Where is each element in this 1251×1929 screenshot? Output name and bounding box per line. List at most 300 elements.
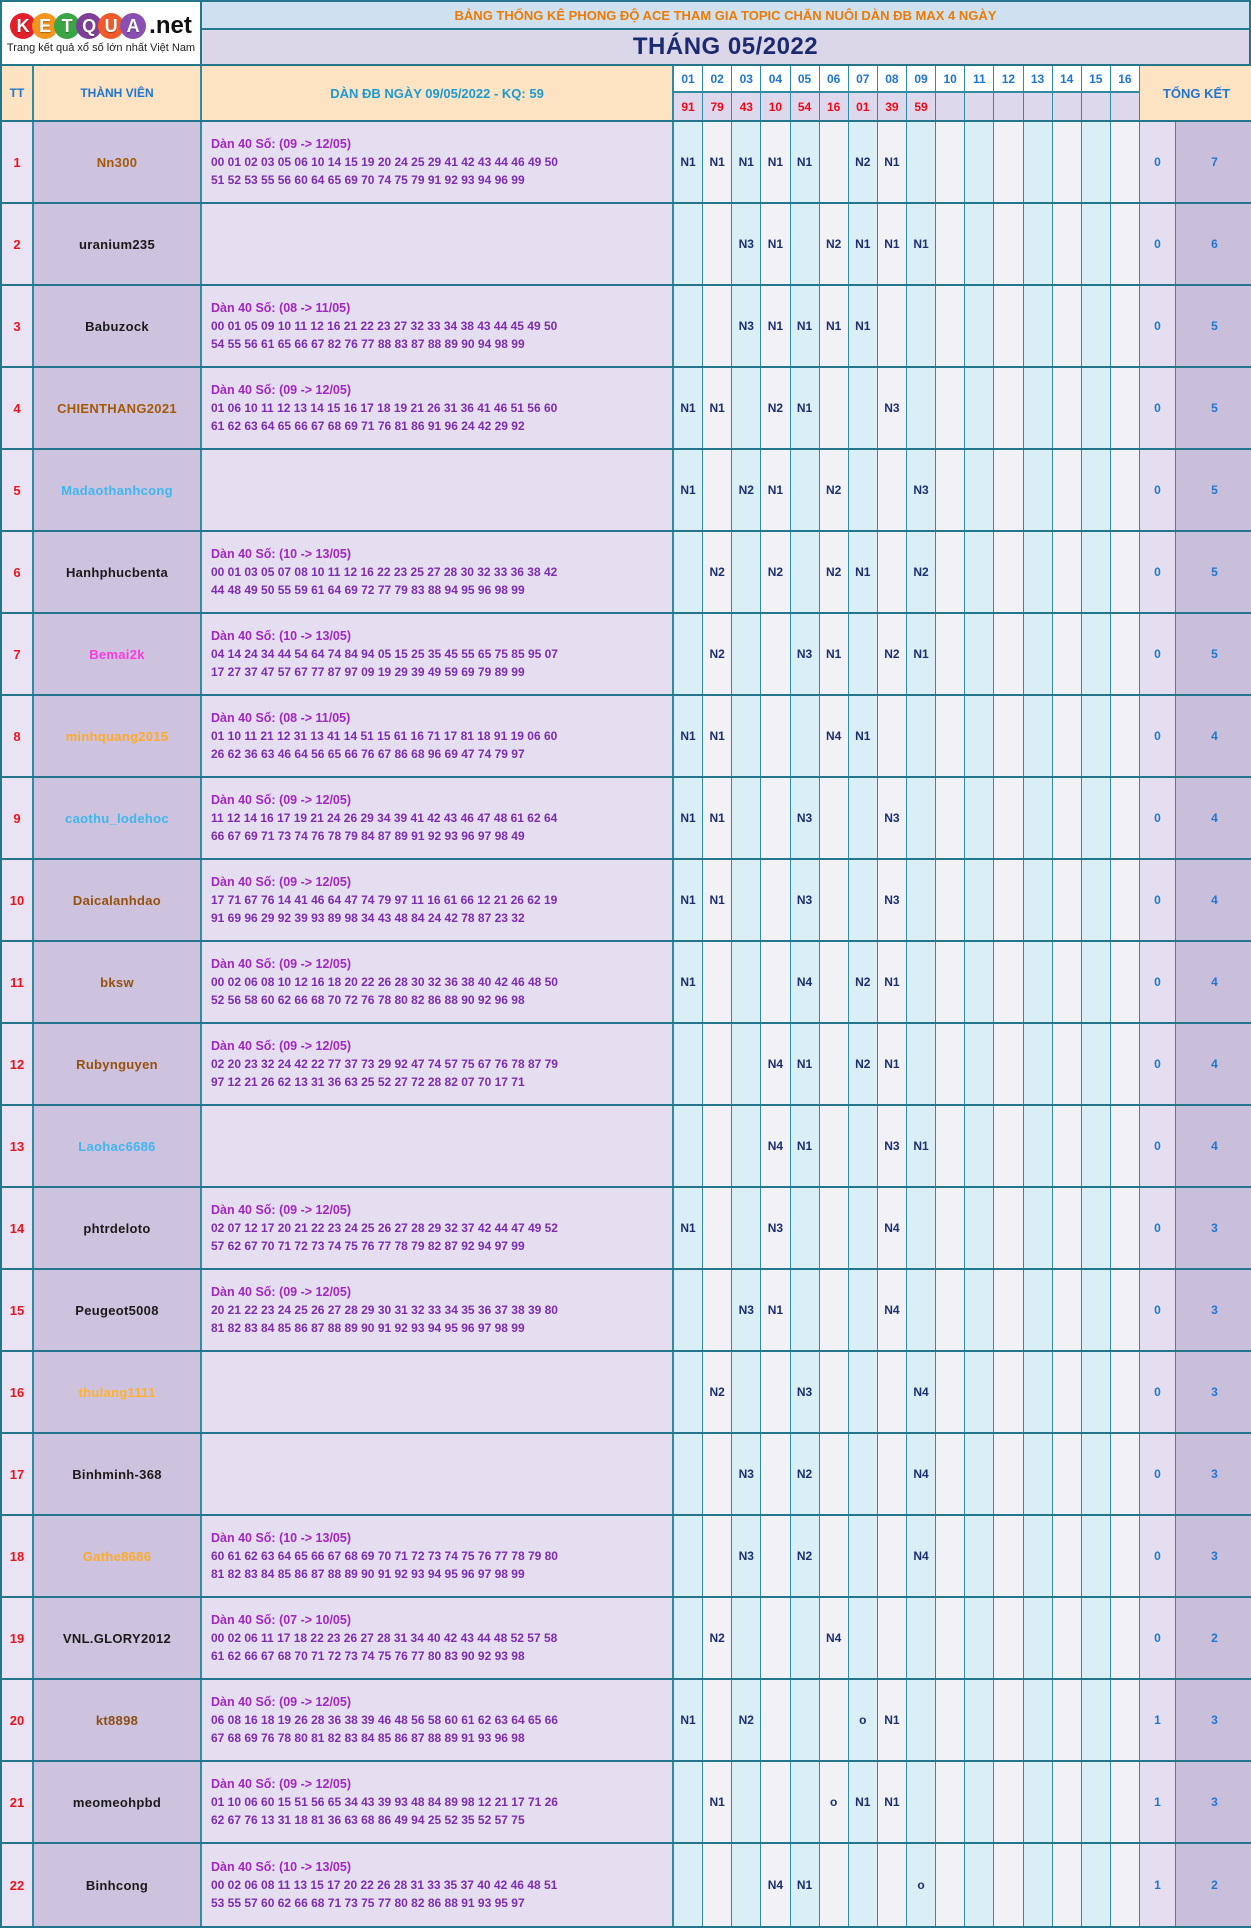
day-status-cell <box>1082 942 1111 1022</box>
table-row <box>2 614 1249 696</box>
day-status-cell <box>1053 1680 1082 1760</box>
member-name-link[interactable]: meomeohpbd <box>72 1794 162 1810</box>
total-played-count: 5 <box>1176 286 1251 366</box>
day-status-cell <box>1111 1516 1140 1596</box>
day-status-cell: N2 <box>820 450 849 530</box>
day-status-cell <box>965 1516 994 1596</box>
day-result: 43 <box>732 93 761 120</box>
day-status-cell <box>1053 1352 1082 1432</box>
day-status-cell <box>936 1024 965 1104</box>
day-status-cell <box>1111 204 1140 284</box>
day-status-cell <box>1024 614 1053 694</box>
dan-numbers-cell <box>202 1516 674 1596</box>
member-cell <box>34 286 202 366</box>
day-status-cell <box>791 1188 820 1268</box>
day-status-cell <box>965 1434 994 1514</box>
row-number: 3 <box>2 286 34 366</box>
day-status-cell <box>1053 122 1082 202</box>
day-status-cell: N1 <box>703 860 732 940</box>
member-name-link[interactable]: bksw <box>100 974 134 990</box>
day-status-cell: N1 <box>703 696 732 776</box>
day-status-cell <box>907 368 936 448</box>
day-status-cell: N1 <box>761 450 790 530</box>
total-played-count: 5 <box>1176 368 1251 448</box>
day-status-cell <box>732 1024 761 1104</box>
day-result: 10 <box>761 93 790 120</box>
dan-range-title: Dàn 40 Số: (09 -> 12/05) <box>211 1285 351 1299</box>
dan-numbers-cell <box>202 1352 674 1432</box>
total-played-count: 5 <box>1176 614 1251 694</box>
day-status-cell <box>703 204 732 284</box>
dan-numbers-cell <box>202 1024 674 1104</box>
day-column-header <box>761 66 790 120</box>
day-status-cell <box>1111 1598 1140 1678</box>
dan-numbers-cell <box>202 368 674 448</box>
total-played-count: 5 <box>1176 532 1251 612</box>
member-name-link[interactable]: Peugeot5008 <box>75 1302 159 1318</box>
day-column-header <box>1024 66 1053 120</box>
day-status-cell <box>1053 860 1082 940</box>
member-name-link[interactable]: phtrdeloto <box>83 1220 151 1236</box>
day-status-cell: N1 <box>732 122 761 202</box>
dan-numbers-line2: 51 52 53 55 56 60 64 65 69 70 74 75 79 91 92 93 94 96 99 <box>211 173 525 187</box>
member-cell <box>34 204 202 284</box>
day-status-cell: N1 <box>791 122 820 202</box>
dan-numbers-line2: 44 48 49 50 55 59 61 64 69 72 77 79 83 88 94 95 96 98 99 <box>211 583 525 597</box>
member-name-link[interactable]: kt8898 <box>95 1712 139 1728</box>
day-status-cell <box>1024 942 1053 1022</box>
day-status-cell <box>1082 860 1111 940</box>
dan-numbers-line1: 02 20 23 32 24 42 22 77 37 73 29 92 47 74 57 75 67 76 78 87 79 <box>211 1057 558 1071</box>
day-status-cell <box>936 614 965 694</box>
row-number: 10 <box>2 860 34 940</box>
day-status-cell <box>994 696 1023 776</box>
day-status-cell <box>1082 1762 1111 1842</box>
day-status-cell <box>994 1024 1023 1104</box>
dan-numbers-line2: 26 62 36 63 46 64 56 65 66 76 67 86 68 96 69 47 74 79 97 <box>211 747 525 761</box>
day-status-cell <box>1024 1598 1053 1678</box>
dan-numbers-line2: 61 62 63 64 65 66 67 68 69 71 76 81 86 91 96 24 42 29 92 <box>211 419 525 433</box>
total-played-count: 3 <box>1176 1188 1251 1268</box>
site-logo[interactable] <box>2 2 202 64</box>
day-status-cell: N4 <box>761 1844 790 1926</box>
day-status-cell <box>1082 1352 1111 1432</box>
day-status-cell <box>1111 1680 1140 1760</box>
table-header <box>2 66 1249 122</box>
day-label: 14 <box>1053 66 1082 93</box>
dan-numbers-line2: 91 69 96 29 92 39 93 89 98 34 43 48 84 24 42 78 87 23 32 <box>211 911 525 925</box>
logo-letter-icon: Q <box>76 13 102 39</box>
total-win-count: 0 <box>1140 1598 1176 1678</box>
day-status-cell: N1 <box>849 532 878 612</box>
day-status-cell <box>732 1106 761 1186</box>
day-status-cell <box>703 1024 732 1104</box>
day-status-cell <box>936 1516 965 1596</box>
day-label: 12 <box>994 66 1023 93</box>
dan-numbers-cell <box>202 1598 674 1678</box>
dan-numbers-cell <box>202 614 674 694</box>
member-name-link[interactable]: CHIENTHANG2021 <box>57 400 177 416</box>
day-status-cell <box>878 1352 907 1432</box>
member-name-link[interactable]: Binhcong <box>85 1877 149 1893</box>
day-status-cell: N3 <box>907 450 936 530</box>
member-cell <box>34 1762 202 1842</box>
day-status-cell <box>820 1024 849 1104</box>
day-status-cell: N1 <box>820 614 849 694</box>
day-status-cell <box>1082 614 1111 694</box>
row-number: 8 <box>2 696 34 776</box>
dan-numbers-line1: 00 01 02 03 05 06 10 14 15 19 20 24 25 29 41 42 43 44 46 49 50 <box>211 155 558 169</box>
day-status-cell: N4 <box>791 942 820 1022</box>
day-status-cell <box>820 778 849 858</box>
day-status-cell <box>907 860 936 940</box>
day-status-cell <box>849 1516 878 1596</box>
dan-numbers-cell <box>202 696 674 776</box>
day-status-cell: N4 <box>907 1434 936 1514</box>
day-status-cell <box>907 1762 936 1842</box>
day-status-cell: N1 <box>674 860 703 940</box>
dan-range-title: Dàn 40 Số: (10 -> 13/05) <box>211 547 351 561</box>
day-status-cell: N1 <box>791 1844 820 1926</box>
day-status-cell <box>965 122 994 202</box>
day-status-cell <box>849 1598 878 1678</box>
day-status-cell <box>878 1516 907 1596</box>
total-win-count: 0 <box>1140 696 1176 776</box>
day-status-cell <box>703 1188 732 1268</box>
day-status-cell: N1 <box>820 286 849 366</box>
row-number: 9 <box>2 778 34 858</box>
day-status-cell <box>936 860 965 940</box>
row-number: 13 <box>2 1106 34 1186</box>
day-status-cell <box>907 696 936 776</box>
dan-numbers-line2: 57 62 67 70 71 72 73 74 75 76 77 78 79 82 87 92 94 97 99 <box>211 1239 525 1253</box>
total-win-count: 1 <box>1140 1680 1176 1760</box>
day-status-cell <box>732 1844 761 1926</box>
day-result <box>1024 93 1053 120</box>
day-status-cell: N3 <box>878 778 907 858</box>
day-status-cell: N2 <box>849 942 878 1022</box>
day-status-cell: N4 <box>907 1352 936 1432</box>
member-cell <box>34 1024 202 1104</box>
member-cell <box>34 1516 202 1596</box>
day-status-cell <box>965 1598 994 1678</box>
total-played-count: 4 <box>1176 860 1251 940</box>
day-status-cell <box>936 1680 965 1760</box>
day-status-cell <box>1053 614 1082 694</box>
dan-range-title: Dàn 40 Số: (10 -> 13/05) <box>211 1531 351 1545</box>
day-status-cell <box>994 1680 1023 1760</box>
total-played-count: 4 <box>1176 778 1251 858</box>
dan-numbers-cell <box>202 532 674 612</box>
day-status-cell: N1 <box>703 1762 732 1842</box>
total-win-count: 0 <box>1140 368 1176 448</box>
day-status-cell <box>674 1762 703 1842</box>
day-label: 06 <box>820 66 849 93</box>
member-cell <box>34 1598 202 1678</box>
member-name-link[interactable]: Hanhphucbenta <box>65 564 169 580</box>
member-name-link[interactable]: Rubynguyen <box>76 1056 158 1072</box>
day-status-cell <box>1053 204 1082 284</box>
member-name-link[interactable]: Laohac6686 <box>78 1138 156 1154</box>
day-column-header <box>1111 66 1140 120</box>
topic-title: BẢNG THỐNG KÊ PHONG ĐỘ ACE THAM GIA TOPIC CHĂN NUÔI DÀN ĐB MAX 4 NGÀY <box>202 2 1249 30</box>
dan-range-title: Dàn 40 Số: (08 -> 11/05) <box>211 711 351 725</box>
day-status-cell <box>1024 1106 1053 1186</box>
total-win-count: 0 <box>1140 778 1176 858</box>
day-status-cell <box>994 204 1023 284</box>
day-status-cell <box>1082 532 1111 612</box>
day-result: 91 <box>674 93 703 120</box>
row-number: 5 <box>2 450 34 530</box>
dan-numbers-cell <box>202 286 674 366</box>
day-status-cell <box>1111 860 1140 940</box>
total-played-count: 4 <box>1176 1024 1251 1104</box>
day-status-cell: N1 <box>761 286 790 366</box>
day-status-cell <box>936 286 965 366</box>
banner-area <box>202 2 1249 64</box>
dan-range-title: Dàn 40 Số: (09 -> 12/05) <box>211 137 351 151</box>
day-status-cell: N1 <box>761 1270 790 1350</box>
day-status-cell: N4 <box>878 1270 907 1350</box>
total-win-count: 1 <box>1140 1844 1176 1926</box>
total-win-count: 0 <box>1140 614 1176 694</box>
dan-numbers-cell <box>202 204 674 284</box>
dan-range-title: Dàn 40 Số: (09 -> 12/05) <box>211 1777 351 1791</box>
day-column-header <box>674 66 703 120</box>
dan-numbers-line1: 11 12 14 16 17 19 21 24 26 29 34 39 41 42 43 46 47 48 61 62 64 <box>211 811 558 825</box>
member-name-link[interactable]: Daicalanhdao <box>72 892 162 908</box>
day-status-cell <box>1082 286 1111 366</box>
day-status-cell <box>732 1352 761 1432</box>
total-played-count: 3 <box>1176 1434 1251 1514</box>
dan-numbers-cell <box>202 122 674 202</box>
member-name-link[interactable]: Gathe8686 <box>82 1548 152 1564</box>
member-name-link[interactable]: Babuzock <box>85 318 149 334</box>
day-status-cell: N1 <box>878 942 907 1022</box>
day-status-cell <box>965 1188 994 1268</box>
member-name-link[interactable]: minhquang2015 <box>65 728 169 744</box>
day-status-cell <box>1053 942 1082 1022</box>
day-status-cell <box>936 1762 965 1842</box>
day-status-cell <box>732 778 761 858</box>
dan-numbers-line2: 17 27 37 47 57 67 77 87 97 09 19 29 39 49 59 69 79 89 99 <box>211 665 525 679</box>
day-status-cell <box>965 1024 994 1104</box>
member-name-link[interactable]: caothu_lodehoc <box>65 810 169 826</box>
day-status-cell: N4 <box>820 696 849 776</box>
dan-numbers-line1: 04 14 24 34 44 54 64 74 84 94 05 15 25 35 45 55 65 75 85 95 07 <box>211 647 558 661</box>
day-status-cell <box>674 204 703 284</box>
day-result <box>1082 93 1111 120</box>
dan-numbers-line2: 61 62 66 67 68 70 71 72 73 74 75 76 77 80 83 90 92 93 98 <box>211 1649 525 1663</box>
day-status-cell <box>907 778 936 858</box>
day-status-cell <box>1111 368 1140 448</box>
day-status-cell <box>1024 1762 1053 1842</box>
day-status-cell <box>791 204 820 284</box>
dan-numbers-line1: 01 10 11 21 12 31 13 41 14 51 15 61 16 71 17 81 18 91 19 06 60 <box>211 729 558 743</box>
total-played-count: 2 <box>1176 1598 1251 1678</box>
day-status-cell <box>761 1352 790 1432</box>
day-status-cell <box>936 1106 965 1186</box>
day-status-cell <box>732 614 761 694</box>
day-status-cell <box>703 1106 732 1186</box>
day-label: 11 <box>965 66 994 93</box>
day-label: 16 <box>1111 66 1140 93</box>
day-status-cell: o <box>907 1844 936 1926</box>
dan-numbers-line1: 00 02 06 08 11 13 15 17 20 22 26 28 31 33 35 37 40 42 46 48 51 <box>211 1878 558 1892</box>
day-status-cell <box>878 1598 907 1678</box>
day-status-cell <box>674 1352 703 1432</box>
day-result: 54 <box>791 93 820 120</box>
member-cell <box>34 614 202 694</box>
row-number: 16 <box>2 1352 34 1432</box>
day-status-cell <box>703 1516 732 1596</box>
member-cell <box>34 122 202 202</box>
day-status-cell <box>1082 1188 1111 1268</box>
day-status-cell <box>703 286 732 366</box>
header-dan: DÀN ĐB NGÀY 09/05/2022 - KQ: 59 <box>202 66 674 120</box>
member-name-link[interactable]: thulang1111 <box>78 1384 156 1400</box>
day-status-cell: N1 <box>674 1680 703 1760</box>
member-name-link[interactable]: Nn300 <box>96 154 138 170</box>
day-status-cell <box>1053 450 1082 530</box>
day-label: 05 <box>791 66 820 93</box>
day-label: 10 <box>936 66 965 93</box>
day-status-cell <box>1053 1270 1082 1350</box>
day-status-cell: N1 <box>791 1106 820 1186</box>
table-row <box>2 942 1249 1024</box>
day-status-cell: N3 <box>878 860 907 940</box>
total-played-count: 7 <box>1176 122 1251 202</box>
day-column-header <box>703 66 732 120</box>
day-status-cell <box>732 1188 761 1268</box>
dan-numbers-line1: 00 02 06 11 17 18 22 23 26 27 28 31 34 40 42 43 44 48 52 57 58 <box>211 1631 558 1645</box>
day-status-cell: N1 <box>761 122 790 202</box>
table-body <box>2 122 1249 1926</box>
dan-range-title: Dàn 40 Số: (09 -> 12/05) <box>211 1203 351 1217</box>
day-status-cell <box>1111 1844 1140 1926</box>
day-status-cell: N2 <box>849 122 878 202</box>
row-number: 7 <box>2 614 34 694</box>
day-status-cell: N2 <box>907 532 936 612</box>
member-name-link[interactable]: Bemai2k <box>89 646 145 662</box>
total-played-count: 6 <box>1176 204 1251 284</box>
day-status-cell <box>936 368 965 448</box>
day-status-cell <box>849 1434 878 1514</box>
day-result: 39 <box>878 93 907 120</box>
day-status-cell <box>761 1762 790 1842</box>
day-status-cell: N1 <box>849 204 878 284</box>
day-status-cell <box>907 286 936 366</box>
day-status-cell: N1 <box>878 1024 907 1104</box>
day-status-cell <box>965 942 994 1022</box>
total-played-count: 4 <box>1176 942 1251 1022</box>
month-title: THÁNG 05/2022 <box>202 30 1249 64</box>
day-status-cell <box>1024 1024 1053 1104</box>
day-label: 07 <box>849 66 878 93</box>
day-status-cell <box>1024 1352 1053 1432</box>
day-status-cell <box>1082 1024 1111 1104</box>
day-status-cell <box>849 1106 878 1186</box>
day-status-cell <box>994 1434 1023 1514</box>
day-status-cell <box>994 1762 1023 1842</box>
day-status-cell <box>907 1188 936 1268</box>
dan-numbers-cell <box>202 1762 674 1842</box>
day-status-cell: N4 <box>761 1106 790 1186</box>
day-status-cell <box>994 860 1023 940</box>
day-status-cell: N1 <box>674 696 703 776</box>
member-name-link[interactable]: VNL.GLORY2012 <box>62 1630 172 1646</box>
day-status-cell: N2 <box>703 614 732 694</box>
day-status-cell <box>878 696 907 776</box>
logo-letter-icon: T <box>54 13 80 39</box>
total-played-count: 3 <box>1176 1352 1251 1432</box>
member-name-link[interactable]: uranium235 <box>79 236 155 252</box>
dan-numbers-line1: 00 01 05 09 10 11 12 16 21 22 23 27 32 33 34 38 43 44 45 49 50 <box>211 319 558 333</box>
day-status-cell <box>1082 696 1111 776</box>
day-status-cell: o <box>820 1762 849 1842</box>
day-status-cell: N3 <box>878 368 907 448</box>
day-status-cell <box>965 1680 994 1760</box>
member-name-link[interactable]: Madaothanhcong <box>61 482 173 498</box>
day-status-cell <box>1024 368 1053 448</box>
member-cell <box>34 368 202 448</box>
day-status-cell <box>674 1516 703 1596</box>
day-status-cell <box>1053 1106 1082 1186</box>
day-status-cell <box>965 286 994 366</box>
day-status-cell <box>849 1844 878 1926</box>
day-status-cell <box>965 450 994 530</box>
dan-range-title: Dàn 40 Số: (09 -> 12/05) <box>211 1039 351 1053</box>
day-status-cell <box>849 1352 878 1432</box>
day-status-cell <box>907 1598 936 1678</box>
day-status-cell <box>1053 286 1082 366</box>
table-row <box>2 122 1249 204</box>
day-status-cell <box>1053 696 1082 776</box>
member-cell <box>34 1188 202 1268</box>
page-header <box>2 2 1249 66</box>
dan-range-title: Dàn 40 Số: (09 -> 12/05) <box>211 383 351 397</box>
dan-numbers-line2: 81 82 83 84 85 86 87 88 89 90 91 92 93 94 95 96 97 98 99 <box>211 1321 525 1335</box>
day-status-cell <box>1024 1188 1053 1268</box>
day-status-cell <box>849 860 878 940</box>
member-cell <box>34 1270 202 1350</box>
dan-range-title: Dàn 40 Số: (09 -> 12/05) <box>211 1695 351 1709</box>
row-number: 4 <box>2 368 34 448</box>
day-status-cell <box>965 614 994 694</box>
row-number: 18 <box>2 1516 34 1596</box>
day-status-cell <box>1024 286 1053 366</box>
day-status-cell <box>994 942 1023 1022</box>
day-column-header <box>936 66 965 120</box>
member-cell <box>34 532 202 612</box>
dan-numbers-line2: 54 55 56 61 65 66 67 82 76 77 88 83 87 88 89 90 94 98 99 <box>211 337 525 351</box>
day-status-cell <box>1082 1516 1111 1596</box>
day-status-cell <box>791 1270 820 1350</box>
total-played-count: 2 <box>1176 1844 1251 1926</box>
day-status-cell <box>1111 942 1140 1022</box>
day-label: 09 <box>907 66 936 93</box>
day-status-cell <box>791 1762 820 1842</box>
day-status-cell <box>1082 1434 1111 1514</box>
day-status-cell: N1 <box>878 122 907 202</box>
day-status-cell <box>761 1434 790 1514</box>
day-status-cell <box>761 860 790 940</box>
day-status-cell <box>1111 696 1140 776</box>
day-status-cell: N1 <box>674 368 703 448</box>
day-status-cell <box>761 778 790 858</box>
member-name-link[interactable]: Binhminh-368 <box>72 1466 162 1482</box>
member-cell <box>34 1352 202 1432</box>
